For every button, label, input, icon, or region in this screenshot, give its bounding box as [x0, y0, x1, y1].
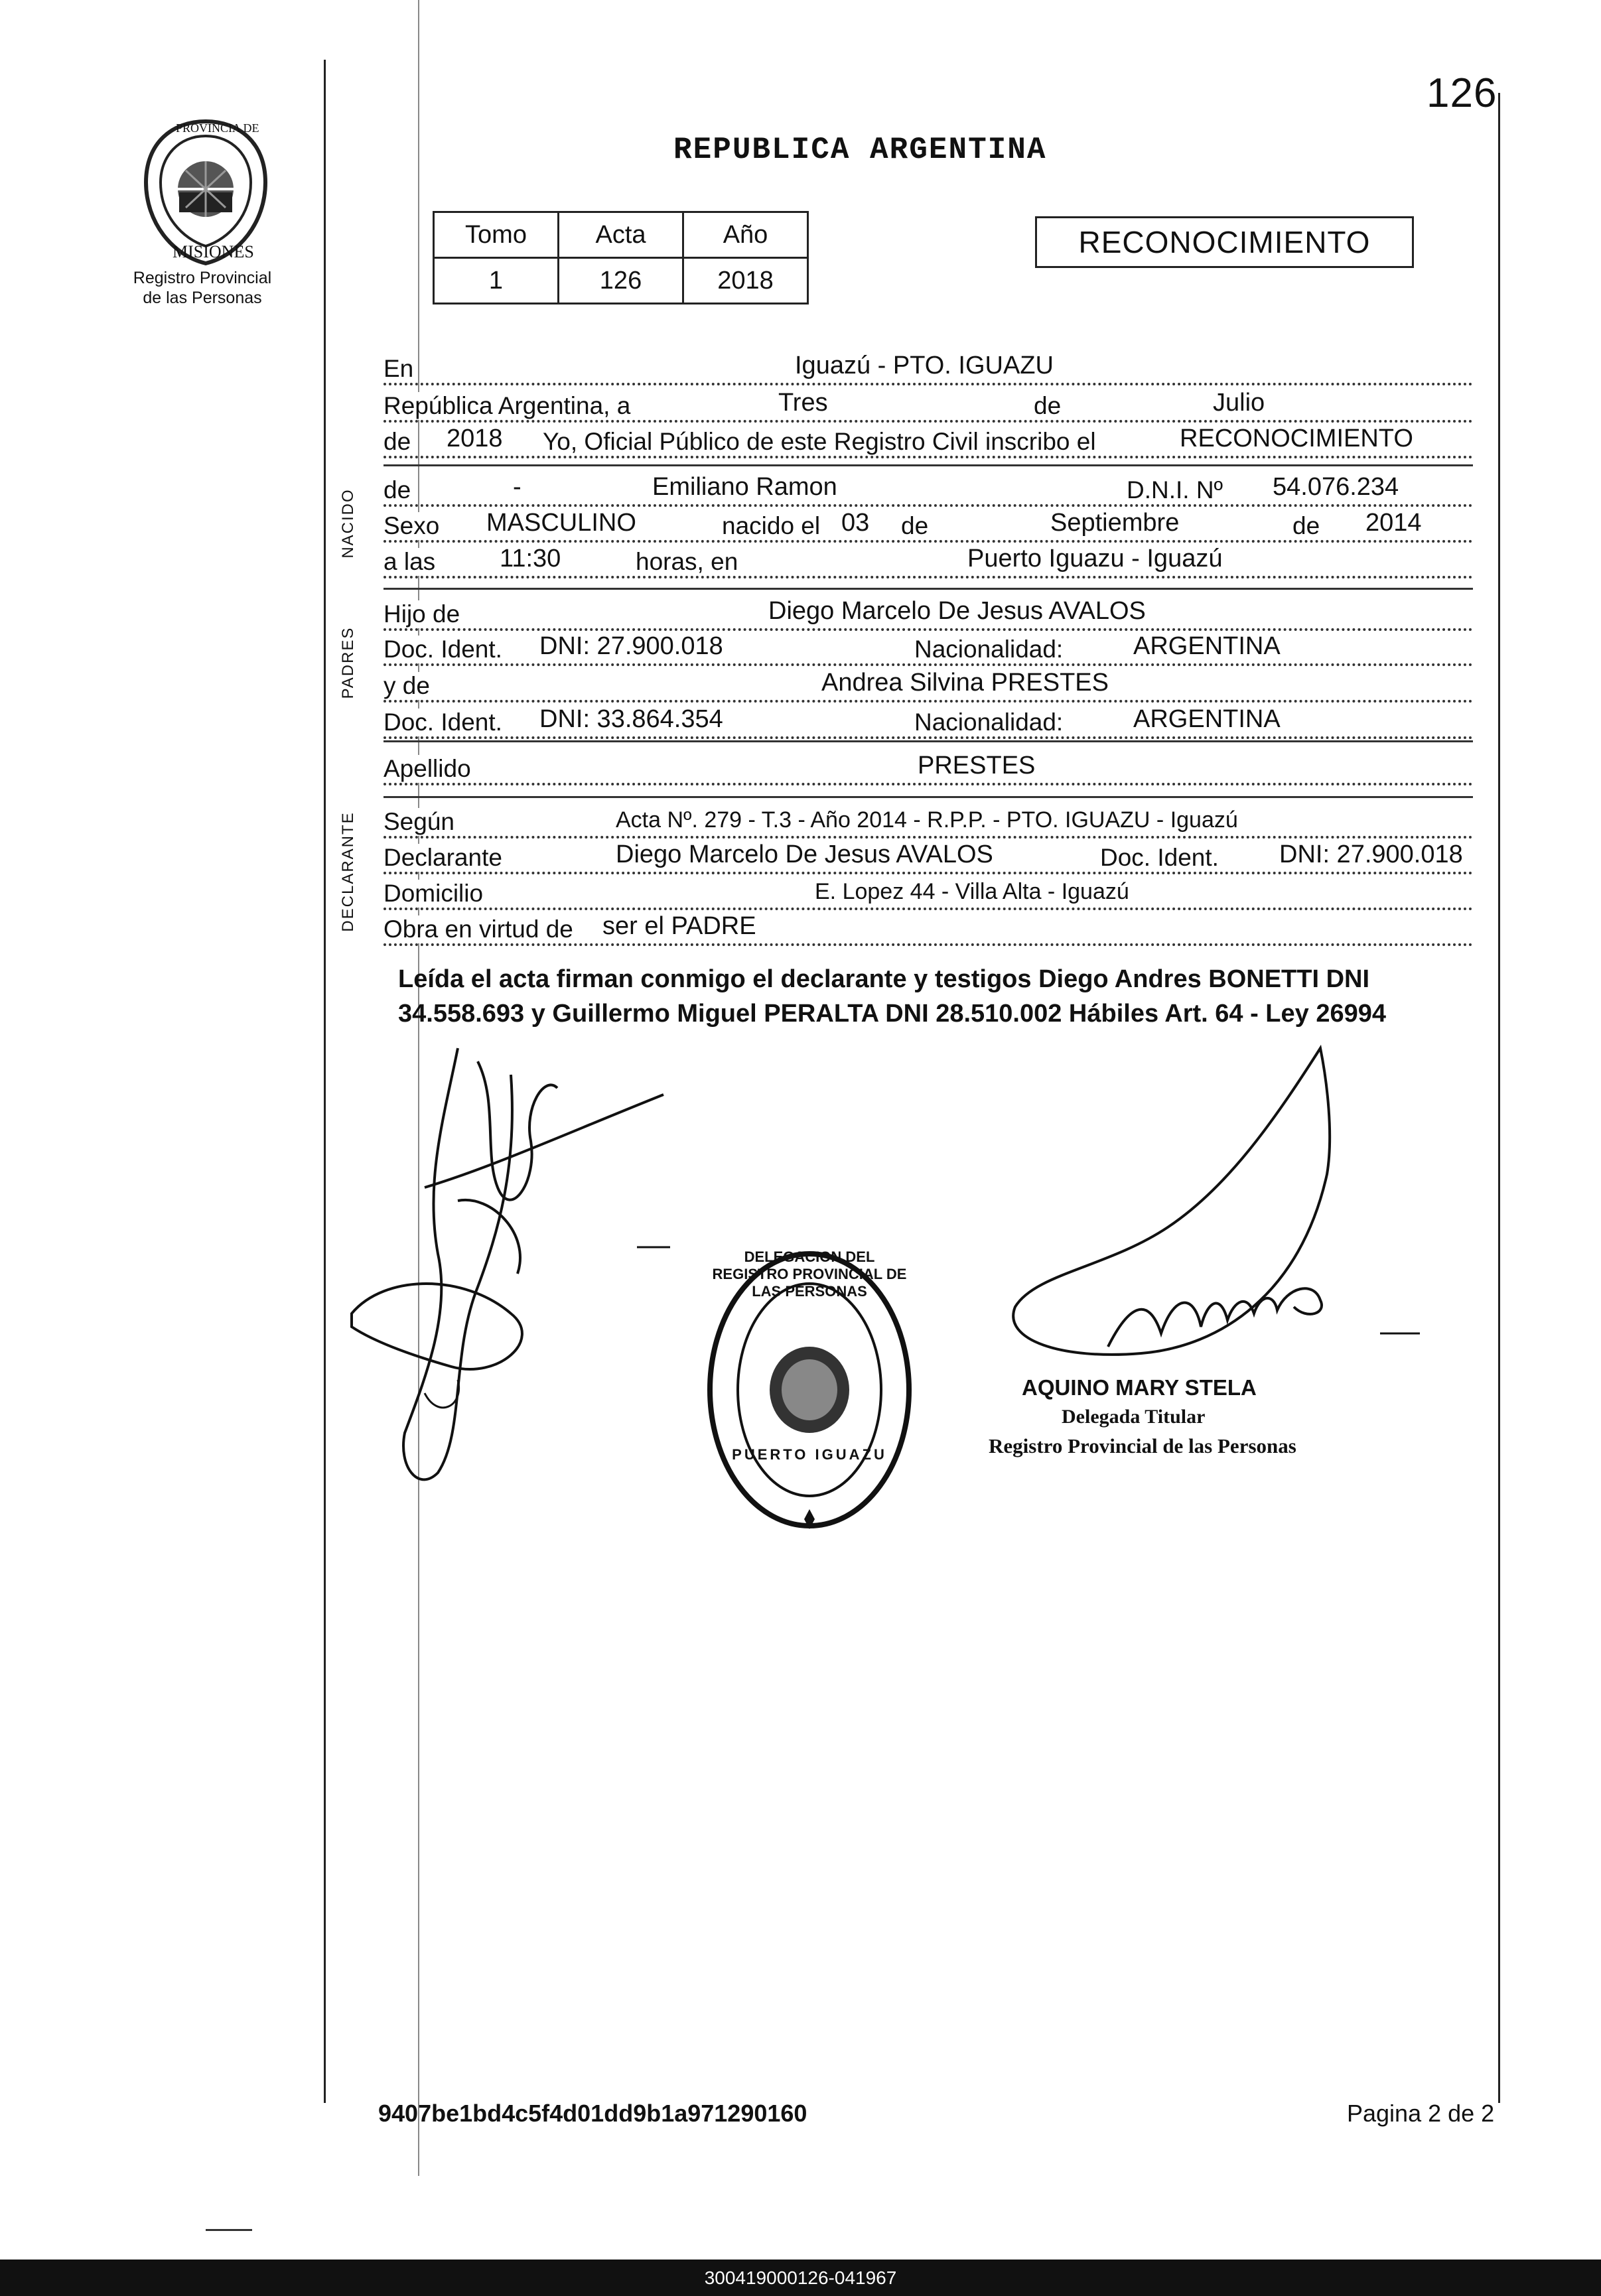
row-surname: [383, 752, 1473, 792]
value-segun: Acta Nº. 279 - T.3 - Año 2014 - R.P.P. - PTO. IGUAZU - Iguazú: [616, 807, 1238, 833]
declarant-signature: [345, 1035, 690, 1513]
official-stamp: [703, 1247, 916, 1532]
label-declarante-doc: Doc. Ident.: [1100, 844, 1219, 871]
row-en: [383, 352, 1473, 392]
value-father-name: Diego Marcelo De Jesus AVALOS: [768, 597, 1146, 625]
value-declarante: Diego Marcelo De Jesus AVALOS: [616, 841, 993, 868]
document-hash: 9407be1bd4c5f4d01dd9b1a971290160: [378, 2100, 807, 2127]
value-birth-year: 2014: [1365, 509, 1422, 537]
row-father-doc: [383, 632, 1473, 673]
label-nacido: nacido el: [722, 512, 821, 539]
row-mother-doc: [383, 705, 1473, 746]
signer-office: Registro Provincial de las Personas: [989, 1434, 1296, 1457]
seal-text-top: PROVINCIA DE: [176, 121, 259, 135]
signer-block: [989, 1373, 1296, 1461]
label-domicilio: Domicilio: [383, 880, 484, 907]
barcode-strip: 300419000126-041967: [0, 2260, 1601, 2296]
value-birth-month: Septiembre: [1050, 509, 1180, 537]
label-apellido: Apellido: [383, 755, 471, 782]
value-sexo: MASCULINO: [486, 509, 636, 537]
row-date: [383, 389, 1473, 429]
province-seal: [139, 116, 272, 272]
record-table: [433, 211, 809, 304]
label-father-doc: Doc. Ident.: [383, 636, 502, 663]
value-domicilio: E. Lopez 44 - Villa Alta - Iguazú: [815, 879, 1129, 904]
stamp-ring-text: DELEGACION DEL REGISTRO PROVINCIAL DE LAS PERSONAS: [712, 1249, 907, 1300]
value-mother-nationality: ARGENTINA: [1133, 705, 1281, 733]
section-label-born: NACIDO: [339, 488, 357, 559]
value-declarante-doc: DNI: 27.900.018: [1279, 841, 1463, 868]
value-inscribe: RECONOCIMIENTO: [1180, 425, 1413, 452]
label-dni: D.N.I. Nº: [1127, 476, 1223, 504]
label-segun: Según: [383, 808, 454, 835]
value-obra: ser el PADRE: [602, 912, 756, 940]
margin-line-right: [1498, 93, 1500, 2103]
row-segun: [383, 808, 1473, 845]
value-name-prefix: -: [513, 473, 522, 501]
record-table-header-tomo: Tomo: [434, 212, 559, 258]
value-day: Tres: [778, 389, 828, 417]
record-table-value-ano: 2018: [683, 258, 808, 304]
row-declarant: [383, 841, 1473, 881]
section-divider-declarant: [383, 796, 1473, 798]
value-child-name: Emiliano Ramon: [652, 473, 837, 501]
value-birth-time: 11:30: [500, 545, 561, 573]
seal-text-bottom: MISIONES: [173, 242, 254, 261]
value-birth-day: 03: [841, 509, 870, 537]
label-y-de: y de: [383, 672, 430, 699]
label-republica: República Argentina, a: [383, 392, 631, 419]
record-type-box: RECONOCIMIENTO: [1035, 216, 1414, 268]
record-table-value-tomo: 1: [434, 258, 559, 304]
label-horas: horas, en: [636, 548, 738, 575]
label-de: de: [1034, 392, 1062, 419]
row-year: [383, 425, 1473, 465]
row-time: [383, 545, 1473, 585]
label-declarante: Declarante: [383, 844, 502, 871]
witness-statement: Leída el acta firman conmigo el declarante y testigos Diego Andres BONETTI DNI 34.558.693 y Guillermo Miguel PERALTA DNI 28.510.002 Hábiles Art. 64 - Ley 26994: [398, 965, 1386, 1028]
record-table-value-row: [434, 258, 808, 304]
label-inscribe: Yo, Oficial Público de este Registro Civil inscribo el: [543, 428, 1096, 455]
registry-name: [123, 268, 282, 308]
label-hijo: Hijo de: [383, 600, 460, 628]
row-domicilio: [383, 880, 1473, 917]
footer-short-rule: [206, 2229, 252, 2231]
label-de-year2: de: [1292, 512, 1320, 539]
label-obra: Obra en virtud de: [383, 915, 573, 943]
record-table-header-ano: Año: [683, 212, 808, 258]
margin-line-left: [324, 60, 326, 2103]
label-en: En: [383, 355, 414, 382]
value-place: Iguazú - PTO. IGUAZU: [795, 352, 1054, 379]
value-father-doc: DNI: 27.900.018: [539, 632, 723, 660]
pagination: Pagina 2 de 2: [1347, 2100, 1495, 2127]
label-father-nationality: Nacionalidad:: [914, 636, 1064, 663]
label-a-las: a las: [383, 548, 436, 575]
row-mother: [383, 669, 1473, 709]
section-divider-parents: [383, 588, 1473, 590]
label-de-month: de: [901, 512, 929, 539]
record-table-header-row: [434, 212, 808, 258]
label-de-name: de: [383, 476, 411, 504]
signer-name: AQUINO MARY STELA: [1022, 1375, 1257, 1400]
section-label-parents: PADRES: [339, 626, 357, 699]
signer-role: Delegada Titular: [1062, 1406, 1206, 1428]
stamp-inner-text: PUERTO IGUAZU: [732, 1446, 887, 1463]
label-de-year: de: [383, 428, 411, 455]
label-mother-nationality: Nacionalidad:: [914, 709, 1064, 736]
value-birth-place: Puerto Iguazu - Iguazú: [967, 545, 1223, 573]
registry-name-line1: Registro Provincial: [133, 269, 272, 287]
record-table-value-acta: 126: [559, 258, 683, 304]
document-title: REPUBLICA ARGENTINA: [673, 133, 1047, 167]
section-label-declarant: DECLARANTE: [339, 811, 357, 932]
value-month: Julio: [1213, 389, 1265, 417]
official-signature: [1009, 1042, 1473, 1373]
value-child-dni: 54.076.234: [1273, 473, 1399, 501]
label-sexo: Sexo: [383, 512, 440, 539]
value-father-nationality: ARGENTINA: [1133, 632, 1281, 660]
row-name: [383, 473, 1473, 513]
page-number: 126: [1427, 70, 1497, 116]
row-obra: [383, 912, 1473, 953]
value-apellido: PRESTES: [918, 752, 1036, 779]
value-year: 2018: [447, 425, 503, 452]
registry-name-line2: de las Personas: [143, 289, 262, 307]
record-table-header-acta: Acta: [559, 212, 683, 258]
label-mother-doc: Doc. Ident.: [383, 709, 502, 736]
row-sex: [383, 509, 1473, 549]
value-mother-name: Andrea Silvina PRESTES: [821, 669, 1109, 697]
value-mother-doc: DNI: 33.864.354: [539, 705, 723, 733]
